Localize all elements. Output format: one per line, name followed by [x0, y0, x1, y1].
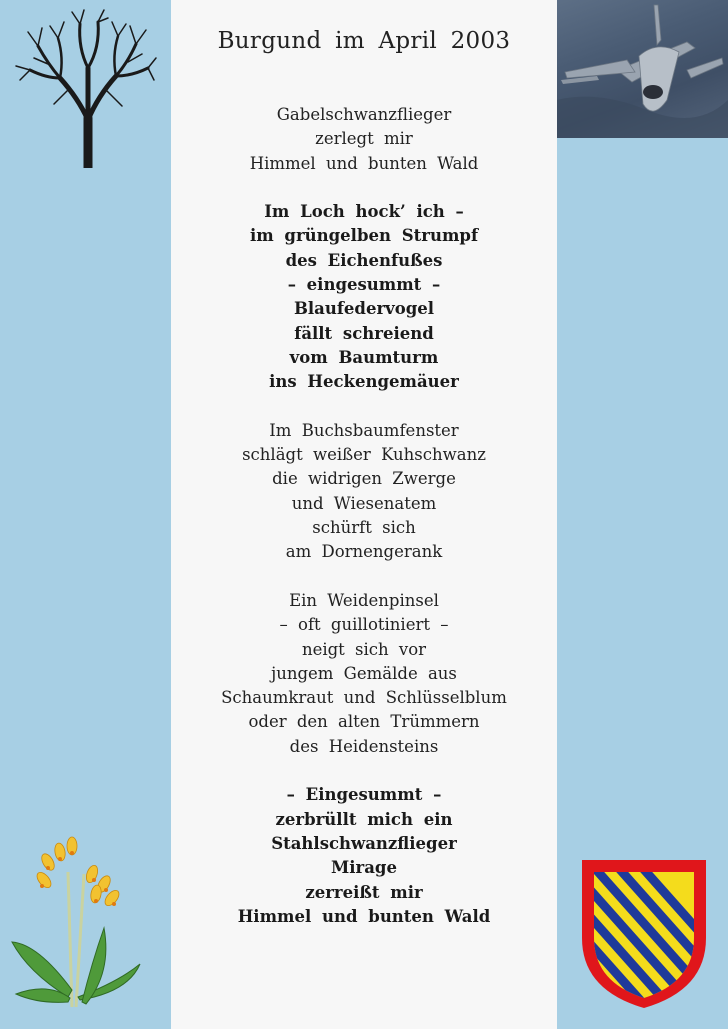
flower-icon	[8, 832, 148, 1012]
poem-line: – Eingesummt –	[286, 785, 442, 805]
stanza-1	[171, 103, 557, 176]
poem-line: des Heidensteins	[289, 736, 439, 756]
poem-line: im grüngelben Strumpf	[249, 226, 479, 246]
poem-line: Ein Weidenpinsel	[289, 590, 439, 610]
poem-line: schlägt weißer Kuhschwanz	[242, 445, 486, 465]
poem-title: Burgund im April 2003	[217, 28, 511, 54]
fighter-jet-icon	[557, 0, 728, 138]
poem-line: Gabelschwanzflieger	[276, 105, 452, 124]
poem-line: Himmel und bunten Wald	[237, 906, 491, 926]
poem-line: Mirage	[331, 858, 397, 878]
poem-line: am Dornengerank	[285, 542, 443, 562]
tree-icon	[8, 8, 158, 168]
poem-line: zerreißt mir	[305, 882, 423, 902]
poem-line: zerlegt mir	[315, 129, 413, 149]
stanza-2	[171, 200, 557, 394]
jet-photo	[557, 0, 728, 138]
poem-line: vom Baumturm	[289, 347, 439, 367]
poem-line: – oft guillotiniert –	[279, 615, 449, 635]
poem-line: des Eichenfußes	[285, 250, 443, 270]
poem-line: schürft sich	[312, 518, 416, 538]
poem-line: Blaufedervogel	[293, 299, 435, 319]
poem-line: oder den alten Trümmern	[248, 712, 480, 732]
stanza-5	[171, 783, 557, 929]
poem-page	[171, 0, 557, 1029]
poem-line: fällt schreiend	[294, 323, 434, 343]
poem-line: Schaumkraut und Schlüsselblum	[221, 688, 507, 708]
poem-line: jungem Gemälde aus	[271, 663, 457, 683]
poem-line: – eingesummt –	[287, 275, 441, 295]
stanza-4	[171, 589, 557, 759]
poem-line: Stahlschwanzflieger	[271, 833, 457, 853]
poem-line: die widrigen Zwerge	[272, 469, 456, 489]
poem-line: Im Buchsbaumfenster	[269, 420, 459, 440]
poem-line: zerbrüllt mich ein	[275, 809, 453, 829]
poem-line: Himmel und bunten Wald	[249, 153, 479, 173]
poem-line: ins Heckengemäuer	[269, 372, 459, 392]
stanza-3	[171, 419, 557, 565]
poem-line: Im Loch hock’ ich –	[264, 202, 464, 222]
poem-line: neigt sich vor	[301, 639, 427, 659]
shield-icon	[580, 858, 708, 1010]
poem-line: und Wiesenatem	[291, 493, 437, 513]
poem-body	[171, 103, 557, 953]
